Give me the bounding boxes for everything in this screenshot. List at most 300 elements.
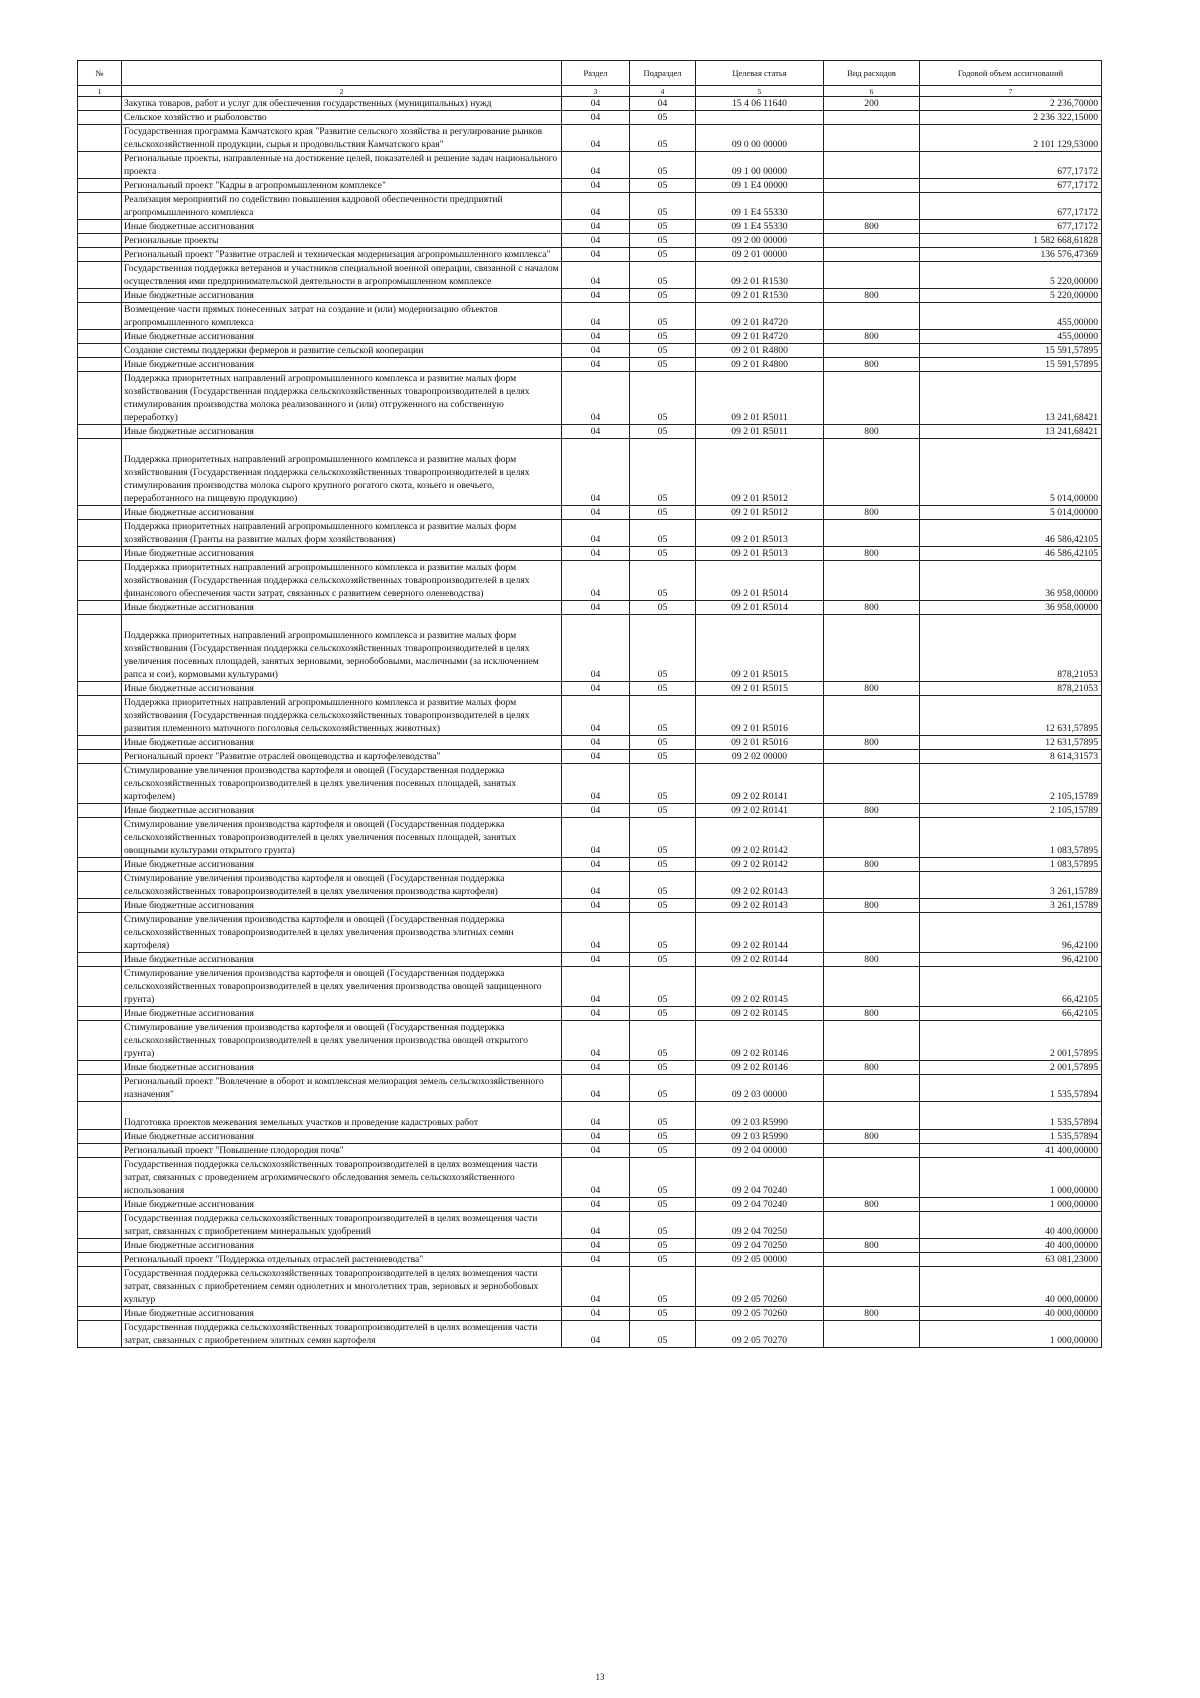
row-target-article-cell: 09 2 01 R5013 [696,547,824,561]
row-podrazdel-cell: 05 [630,1102,696,1130]
row-number-cell [78,111,122,125]
row-number-cell [78,1102,122,1130]
table-row [78,1075,1102,1102]
row-target-article-cell: 09 2 05 70270 [696,1321,824,1348]
row-expense-type-cell [824,520,920,547]
table-row [78,615,1102,682]
row-amount-cell: 1 000,00000 [920,1158,1102,1198]
row-expense-type-cell: 800 [824,858,920,872]
row-amount-cell: 5 220,00000 [920,262,1102,289]
header-razdel: Раздел [562,61,630,86]
row-number-cell [78,682,122,696]
row-amount-cell: 13 241,68421 [920,425,1102,439]
row-expense-type-cell: 800 [824,220,920,234]
row-expense-type-cell [824,248,920,262]
row-expense-type-cell [824,615,920,682]
row-amount-cell: 96,42100 [920,913,1102,953]
table-row [78,750,1102,764]
row-podrazdel-cell: 05 [630,111,696,125]
row-razdel-cell: 04 [562,601,630,615]
table-header [78,61,1102,97]
row-podrazdel-cell: 05 [630,1253,696,1267]
row-amount-cell: 66,42105 [920,967,1102,1007]
row-podrazdel-cell: 05 [630,248,696,262]
table-row [78,506,1102,520]
row-number-cell [78,1007,122,1021]
row-podrazdel-cell: 05 [630,750,696,764]
row-expense-type-cell [824,1158,920,1198]
row-podrazdel-cell: 05 [630,1307,696,1321]
row-target-article-cell: 09 2 01 R1530 [696,262,824,289]
row-name-cell: Реализация мероприятий по содействию повышения кадровой обеспеченности предприятий агропромышленного комплекса [122,193,562,220]
row-expense-type-cell: 800 [824,1198,920,1212]
row-razdel-cell: 04 [562,372,630,425]
row-number-cell [78,289,122,303]
row-target-article-cell: 09 2 02 R0141 [696,804,824,818]
row-podrazdel-cell: 05 [630,303,696,330]
row-target-article-cell: 09 2 04 70250 [696,1239,824,1253]
row-name-cell: Возмещение части прямых понесенных затрат на создание и (или) модернизацию объектов агропромышленного комплекса [122,303,562,330]
row-target-article-cell: 09 2 01 R5014 [696,601,824,615]
row-target-article-cell: 09 0 00 00000 [696,125,824,152]
row-amount-cell: 1 535,57894 [920,1075,1102,1102]
row-number-cell [78,1198,122,1212]
row-razdel-cell: 04 [562,1267,630,1307]
row-expense-type-cell [824,303,920,330]
row-name-cell: Поддержка приоритетных направлений агропромышленного комплекса и развитие малых форм хозяйствования (Государственная поддержка сельскохозяйственных товаропроизводителей в целях финансового обеспечения части затрат, связанных с развитием северного оленеводства) [122,561,562,601]
row-podrazdel-cell: 05 [630,1130,696,1144]
row-razdel-cell: 04 [562,97,630,111]
row-number-cell [78,1061,122,1075]
budget-table [77,60,1102,1348]
column-number: 6 [824,86,920,97]
row-expense-type-cell [824,1212,920,1239]
row-number-cell [78,248,122,262]
row-razdel-cell: 04 [562,872,630,899]
row-name-cell: Стимулирование увеличения производства картофеля и овощей (Государственная поддержка сельскохозяйственных товаропроизводителей в целях увеличения производства элитных семян картофеля) [122,913,562,953]
table-row [78,913,1102,953]
row-razdel-cell: 04 [562,439,630,506]
table-row [78,1061,1102,1075]
row-podrazdel-cell: 05 [630,1144,696,1158]
row-number-cell [78,358,122,372]
row-expense-type-cell: 800 [824,1007,920,1021]
row-amount-cell: 96,42100 [920,953,1102,967]
row-name-cell: Иные бюджетные ассигнования [122,1198,562,1212]
row-amount-cell: 36 958,00000 [920,561,1102,601]
row-number-cell [78,601,122,615]
row-expense-type-cell [824,111,920,125]
table-row [78,111,1102,125]
row-razdel-cell: 04 [562,561,630,601]
row-amount-cell: 136 576,47369 [920,248,1102,262]
row-name-cell: Стимулирование увеличения производства картофеля и овощей (Государственная поддержка сельскохозяйственных товаропроизводителей в целях увеличения посевных площадей, занятых картофелем) [122,764,562,804]
row-razdel-cell: 04 [562,179,630,193]
row-number-cell [78,1212,122,1239]
row-expense-type-cell: 800 [824,547,920,561]
row-number-cell [78,615,122,682]
row-expense-type-cell [824,1021,920,1061]
table-row [78,262,1102,289]
row-razdel-cell: 04 [562,193,630,220]
row-expense-type-cell [824,125,920,152]
row-podrazdel-cell: 05 [630,818,696,858]
row-name-cell: Поддержка приоритетных направлений агропромышленного комплекса и развитие малых форм хозяйствования (Государственная поддержка сельскохозяйственных товаропроизводителей в целях развития племенного маточного поголовья сельскохозяйственных животных) [122,696,562,736]
row-amount-cell: 2 001,57895 [920,1061,1102,1075]
row-target-article-cell: 09 2 02 00000 [696,750,824,764]
table-row [78,125,1102,152]
column-number: 2 [122,86,562,97]
row-expense-type-cell: 800 [824,899,920,913]
page-number: 13 [595,1672,605,1682]
row-amount-cell: 63 081,23000 [920,1253,1102,1267]
header-target-article: Целевая статья [696,61,824,86]
row-target-article-cell: 15 4 06 11640 [696,97,824,111]
row-razdel-cell: 04 [562,289,630,303]
table-row [78,193,1102,220]
row-amount-cell: 12 631,57895 [920,736,1102,750]
row-amount-cell: 2 001,57895 [920,1021,1102,1061]
row-expense-type-cell [824,1253,920,1267]
row-expense-type-cell [824,1267,920,1307]
table-row [78,804,1102,818]
row-expense-type-cell [824,262,920,289]
table-row [78,372,1102,425]
row-razdel-cell: 04 [562,913,630,953]
row-name-cell: Иные бюджетные ассигнования [122,330,562,344]
table-row [78,1007,1102,1021]
row-podrazdel-cell: 05 [630,696,696,736]
row-amount-cell: 40 000,00000 [920,1267,1102,1307]
row-expense-type-cell: 200 [824,97,920,111]
row-razdel-cell: 04 [562,152,630,179]
row-number-cell [78,262,122,289]
header-name [122,61,562,86]
row-razdel-cell: 04 [562,764,630,804]
row-name-cell: Региональные проекты, направленные на достижение целей, показателей и решение задач национального проекта [122,152,562,179]
row-target-article-cell: 09 2 01 R5014 [696,561,824,601]
row-number-cell [78,234,122,248]
row-podrazdel-cell: 05 [630,125,696,152]
row-amount-cell: 2 236 322,15000 [920,111,1102,125]
row-target-article-cell: 09 2 04 70250 [696,1212,824,1239]
table-row [78,1102,1102,1130]
row-amount-cell: 5 014,00000 [920,506,1102,520]
row-razdel-cell: 04 [562,506,630,520]
table-row [78,696,1102,736]
row-number-cell [78,520,122,547]
row-podrazdel-cell: 05 [630,1061,696,1075]
row-expense-type-cell: 800 [824,289,920,303]
row-number-cell [78,967,122,1007]
row-amount-cell: 1 083,57895 [920,818,1102,858]
column-number: 7 [920,86,1102,97]
row-number-cell [78,1239,122,1253]
row-number-cell [78,506,122,520]
row-amount-cell: 40 400,00000 [920,1212,1102,1239]
row-expense-type-cell [824,750,920,764]
row-expense-type-cell: 800 [824,804,920,818]
row-amount-cell: 3 261,15789 [920,872,1102,899]
row-number-cell [78,425,122,439]
row-expense-type-cell [824,1075,920,1102]
row-amount-cell: 677,17172 [920,152,1102,179]
row-razdel-cell: 04 [562,1253,630,1267]
row-name-cell: Иные бюджетные ассигнования [122,506,562,520]
row-name-cell: Региональный проект "Вовлечение в оборот и комплексная мелиорация земель сельскохозяйственного назначения" [122,1075,562,1102]
row-podrazdel-cell: 05 [630,425,696,439]
row-podrazdel-cell: 05 [630,506,696,520]
row-podrazdel-cell: 05 [630,1075,696,1102]
row-podrazdel-cell: 05 [630,872,696,899]
row-target-article-cell: 09 2 02 R0142 [696,858,824,872]
row-name-cell: Иные бюджетные ассигнования [122,858,562,872]
row-target-article-cell [696,111,824,125]
row-razdel-cell: 04 [562,1130,630,1144]
row-target-article-cell: 09 1 Е4 55330 [696,220,824,234]
table-row [78,1321,1102,1348]
row-expense-type-cell [824,764,920,804]
row-expense-type-cell [824,818,920,858]
row-target-article-cell: 09 2 03 R5990 [696,1130,824,1144]
budget-table-sheet [77,60,1101,1348]
row-razdel-cell: 04 [562,220,630,234]
row-expense-type-cell [824,1102,920,1130]
row-name-cell: Государственная поддержка сельскохозяйственных товаропроизводителей в целях возмещения части затрат, связанных с приобретением элитных семян картофеля [122,1321,562,1348]
row-expense-type-cell: 800 [824,1307,920,1321]
row-razdel-cell: 04 [562,967,630,1007]
row-target-article-cell: 09 2 02 R0145 [696,967,824,1007]
row-amount-cell: 2 105,15789 [920,804,1102,818]
row-podrazdel-cell: 05 [630,736,696,750]
row-razdel-cell: 04 [562,1321,630,1348]
row-podrazdel-cell: 05 [630,439,696,506]
row-podrazdel-cell: 05 [630,764,696,804]
row-podrazdel-cell: 05 [630,358,696,372]
table-row [78,899,1102,913]
row-number-cell [78,818,122,858]
row-target-article-cell: 09 2 02 R0143 [696,899,824,913]
row-expense-type-cell: 800 [824,1061,920,1075]
table-row [78,1307,1102,1321]
row-razdel-cell: 04 [562,234,630,248]
row-number-cell [78,1307,122,1321]
table-row [78,1144,1102,1158]
row-expense-type-cell [824,152,920,179]
row-name-cell: Стимулирование увеличения производства картофеля и овощей (Государственная поддержка сельскохозяйственных товаропроизводителей в целях увеличения производства овощей открытого грунта) [122,1021,562,1061]
row-expense-type-cell [824,561,920,601]
row-target-article-cell: 09 2 02 R0143 [696,872,824,899]
row-expense-type-cell [824,234,920,248]
row-razdel-cell: 04 [562,425,630,439]
table-row [78,358,1102,372]
row-number-cell [78,179,122,193]
row-amount-cell: 455,00000 [920,330,1102,344]
row-podrazdel-cell: 05 [630,1198,696,1212]
row-amount-cell: 1 083,57895 [920,858,1102,872]
row-podrazdel-cell: 05 [630,520,696,547]
row-target-article-cell: 09 2 01 R5011 [696,425,824,439]
row-target-article-cell: 09 2 01 R5013 [696,520,824,547]
row-podrazdel-cell: 04 [630,97,696,111]
row-number-cell [78,1253,122,1267]
row-podrazdel-cell: 05 [630,615,696,682]
table-row [78,1267,1102,1307]
row-razdel-cell: 04 [562,1158,630,1198]
header-annual-volume: Годовой объем ассигнований [920,61,1102,86]
row-name-cell: Иные бюджетные ассигнования [122,358,562,372]
row-amount-cell: 1 000,00000 [920,1321,1102,1348]
row-name-cell: Иные бюджетные ассигнования [122,804,562,818]
row-amount-cell: 677,17172 [920,220,1102,234]
table-row [78,439,1102,506]
row-name-cell: Поддержка приоритетных направлений агропромышленного комплекса и развитие малых форм хозяйствования (Государственная поддержка сельскохозяйственных товаропроизводителей в целях увеличения посевных площадей, занятых зерновыми, зернобобовыми, масличными (за исключением рапса и сои), кормовыми культурами) [122,615,562,682]
row-name-cell: Государственная поддержка ветеранов и участников специальной военной операции, связанной с началом осуществления ими предпринимательской деятельности в агропромышленном комплексе [122,262,562,289]
row-number-cell [78,1267,122,1307]
row-amount-cell: 1 535,57894 [920,1102,1102,1130]
row-expense-type-cell [824,344,920,358]
row-name-cell: Региональный проект "Поддержка отдельных отраслей растениеводства" [122,1253,562,1267]
row-expense-type-cell: 800 [824,953,920,967]
table-row [78,179,1102,193]
row-number-cell [78,696,122,736]
row-number-cell [78,303,122,330]
row-razdel-cell: 04 [562,330,630,344]
row-amount-cell: 2 105,15789 [920,764,1102,804]
row-amount-cell: 1 000,00000 [920,1198,1102,1212]
row-name-cell: Поддержка приоритетных направлений агропромышленного комплекса и развитие малых форм хозяйствования (Государственная поддержка сельскохозяйственных товаропроизводителей в целях стимулирования производства молока сырого крупного рогатого скота, козьего и овечьего, переработанного на пищевую продукцию) [122,439,562,506]
row-number-cell [78,330,122,344]
row-number-cell [78,1144,122,1158]
row-name-cell: Региональный проект "Развитие отраслей и техническая модернизация агропромышленного комплекса" [122,248,562,262]
row-target-article-cell: 09 2 02 R0145 [696,1007,824,1021]
row-podrazdel-cell: 05 [630,967,696,1007]
row-name-cell: Иные бюджетные ассигнования [122,220,562,234]
row-amount-cell: 5 014,00000 [920,439,1102,506]
row-number-cell [78,899,122,913]
row-target-article-cell: 09 2 02 R0144 [696,913,824,953]
header-num: № [78,61,122,86]
row-razdel-cell: 04 [562,303,630,330]
row-target-article-cell: 09 2 05 00000 [696,1253,824,1267]
table-row [78,303,1102,330]
row-amount-cell: 1 535,57894 [920,1130,1102,1144]
row-target-article-cell: 09 2 05 70260 [696,1307,824,1321]
row-razdel-cell: 04 [562,899,630,913]
row-name-cell: Региональный проект "Развитие отраслей овощеводства и картофелеводства" [122,750,562,764]
table-row [78,547,1102,561]
row-amount-cell: 13 241,68421 [920,372,1102,425]
row-target-article-cell: 09 2 04 70240 [696,1158,824,1198]
row-podrazdel-cell: 05 [630,220,696,234]
row-number-cell [78,125,122,152]
row-podrazdel-cell: 05 [630,193,696,220]
row-amount-cell: 46 586,42105 [920,520,1102,547]
row-target-article-cell: 09 2 01 R4800 [696,344,824,358]
row-podrazdel-cell: 05 [630,1267,696,1307]
row-amount-cell: 2 101 129,53000 [920,125,1102,152]
row-number-cell [78,193,122,220]
table-row [78,1158,1102,1198]
row-target-article-cell: 09 2 02 R0146 [696,1021,824,1061]
row-podrazdel-cell: 05 [630,372,696,425]
row-target-article-cell: 09 2 01 R5011 [696,372,824,425]
row-number-cell [78,764,122,804]
row-podrazdel-cell: 05 [630,330,696,344]
table-row [78,97,1102,111]
row-number-cell [78,547,122,561]
row-name-cell: Подготовка проектов межевания земельных участков и проведение кадастровых работ [122,1102,562,1130]
table-row [78,1130,1102,1144]
table-row [78,289,1102,303]
row-name-cell: Иные бюджетные ассигнования [122,425,562,439]
row-amount-cell: 40 000,00000 [920,1307,1102,1321]
row-name-cell: Иные бюджетные ассигнования [122,601,562,615]
row-name-cell: Государственная поддержка сельскохозяйственных товаропроизводителей в целях возмещения части затрат, связанных с проведением агрохимического обследования земель сельскохозяйственного использования [122,1158,562,1198]
row-number-cell [78,1130,122,1144]
row-target-article-cell: 09 2 04 00000 [696,1144,824,1158]
row-target-article-cell: 09 2 01 R4720 [696,303,824,330]
row-razdel-cell: 04 [562,1212,630,1239]
row-expense-type-cell [824,913,920,953]
row-podrazdel-cell: 05 [630,262,696,289]
row-expense-type-cell: 800 [824,1239,920,1253]
table-row [78,220,1102,234]
row-expense-type-cell [824,696,920,736]
row-podrazdel-cell: 05 [630,899,696,913]
row-number-cell [78,736,122,750]
row-razdel-cell: 04 [562,1102,630,1130]
row-expense-type-cell [824,967,920,1007]
row-target-article-cell: 09 2 04 70240 [696,1198,824,1212]
row-name-cell: Государственная поддержка сельскохозяйственных товаропроизводителей в целях возмещения части затрат, связанных с приобретением минеральных удобрений [122,1212,562,1239]
row-name-cell: Региональный проект "Кадры в агропромышленном комплексе" [122,179,562,193]
row-target-article-cell: 09 2 01 00000 [696,248,824,262]
header-podrazdel: Подраздел [630,61,696,86]
row-podrazdel-cell: 05 [630,1321,696,1348]
row-number-cell [78,439,122,506]
row-podrazdel-cell: 05 [630,179,696,193]
row-razdel-cell: 04 [562,358,630,372]
row-amount-cell: 1 582 668,61828 [920,234,1102,248]
table-row [78,234,1102,248]
row-razdel-cell: 04 [562,547,630,561]
row-number-cell [78,220,122,234]
row-number-cell [78,372,122,425]
row-razdel-cell: 04 [562,1021,630,1061]
row-name-cell: Стимулирование увеличения производства картофеля и овощей (Государственная поддержка сельскохозяйственных товаропроизводителей в целях увеличения производства картофеля) [122,872,562,899]
row-target-article-cell: 09 2 01 R5016 [696,696,824,736]
row-razdel-cell: 04 [562,1307,630,1321]
row-expense-type-cell: 800 [824,358,920,372]
row-number-cell [78,953,122,967]
table-row [78,1198,1102,1212]
row-target-article-cell: 09 2 01 R5015 [696,615,824,682]
row-podrazdel-cell: 05 [630,953,696,967]
row-number-cell [78,561,122,601]
row-expense-type-cell: 800 [824,330,920,344]
row-target-article-cell: 09 2 05 70260 [696,1267,824,1307]
table-row [78,953,1102,967]
table-row [78,858,1102,872]
row-expense-type-cell [824,193,920,220]
row-name-cell: Иные бюджетные ассигнования [122,289,562,303]
row-name-cell: Иные бюджетные ассигнования [122,953,562,967]
row-amount-cell: 2 236,70000 [920,97,1102,111]
row-target-article-cell: 09 2 02 R0144 [696,953,824,967]
row-razdel-cell: 04 [562,520,630,547]
row-amount-cell: 677,17172 [920,193,1102,220]
